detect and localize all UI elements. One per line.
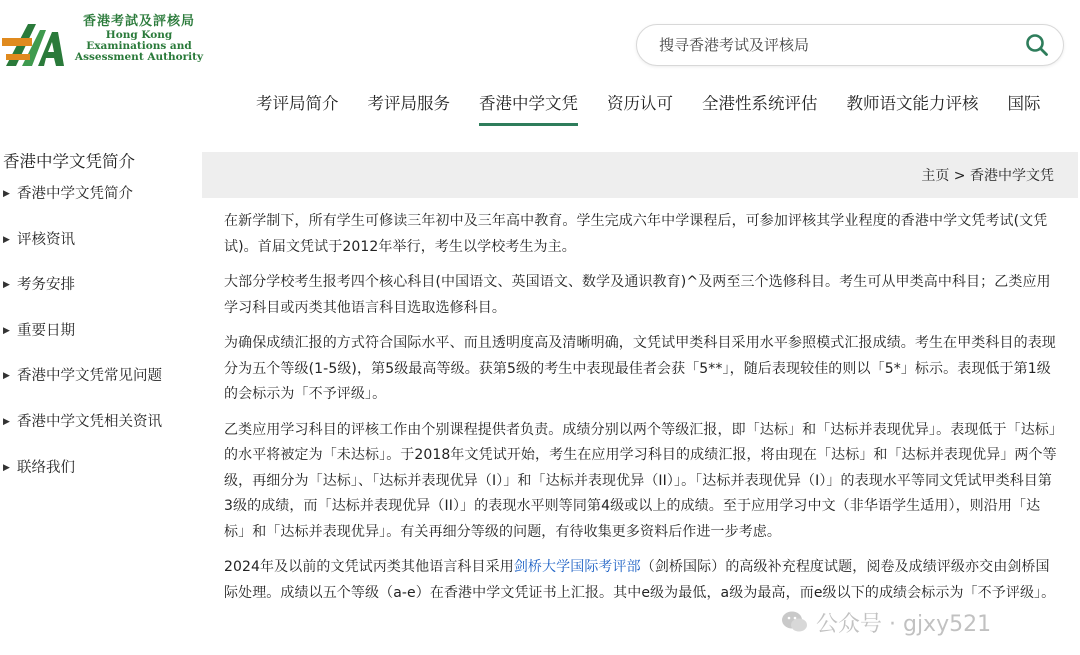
triangle-right-icon: ▶ <box>3 280 10 291</box>
triangle-right-icon: ▶ <box>3 189 10 199</box>
logo-text <box>68 14 210 63</box>
sidebar-item-exam-arrangements[interactable] <box>0 275 196 321</box>
paragraph-5-text-after: （剑桥国际）的高级补充程度试题，阅卷及成绩评级亦交由剑桥国际处理。成绩以五个等级（a-e）在香港中学文凭证书上汇报。其中e级为最低，a级为最高，而e级以下的成绩会标示为「不予评级」。 <box>224 559 1056 601</box>
sidebar-item-contact-us[interactable] <box>0 458 196 504</box>
sidebar-item-related-info[interactable] <box>0 412 196 458</box>
nav-item-about[interactable]: 考评局简介 <box>256 94 339 113</box>
nav-item-international[interactable]: 国际 <box>1007 94 1041 113</box>
sidebar-item-label: 香港中学文凭简介 <box>17 186 133 202</box>
logo-chinese-name: 香港考試及評核局 <box>82 14 195 29</box>
sidebar-item-assessment-info[interactable] <box>0 230 196 276</box>
sidebar-item-label: 香港中学文凭常见问题 <box>17 368 162 385</box>
content-paragraph-4: 乙类应用学习科目的评核工作由个别课程提供者负责。成绩分别以两个等级汇报，即「达标」和「达标并表现优异」。表现低于「达标」的水平将被定为「未达标」。于2018年文凭试开始，考生在应用学习科目的成绩汇报，将由现在「达标」和「达标并表现优异」两个等级，再细分为「达标」、「达标并表现优异（I）」和「达标并表现优异（II）」。「达标并表现优异（I）」的表现水平等同文凭试甲类科目第3级的成绩，而「达标并表现优异（II）」的表现水平则等同第4级或以上的成绩。至于应用学习中文（非华语学生适用），则沿用「达标」和「达标并表现优异」。有关再细分等级的问题，有待收集更多资料后作进一步考虑。 <box>224 421 1057 540</box>
sidebar-item-faq[interactable] <box>0 366 196 412</box>
triangle-right-icon: ▶ <box>3 234 10 245</box>
search-icon[interactable] <box>1025 33 1049 57</box>
search-box <box>636 24 1064 66</box>
sidebar-item-label: 香港中学文凭相关资讯 <box>17 413 162 430</box>
search-input[interactable] <box>659 25 999 65</box>
nav-item-hkdse[interactable]: 香港中学文凭 <box>479 92 578 126</box>
content-paragraph-1: 在新学制下，所有学生可修读三年初中及三年高中教育。学生完成六年中学课程后，可参加评核其学业程度的香港中学文凭考试(文凭试)。首届文凭试于2012年举行，考生以学校考生为主。 <box>224 213 1048 255</box>
paragraph-5-text-before: 2024年及以前的文凭试丙类其他语言科目采用 <box>224 559 514 575</box>
nav-item-tsa[interactable]: 全港性系统评估 <box>702 94 818 113</box>
content-paragraph-5 <box>224 555 1060 606</box>
nav-item-lpat[interactable]: 教师语文能力评核 <box>846 94 979 113</box>
sidebar-item-hkdse-intro[interactable] <box>0 184 196 230</box>
watermark-text: 公众号 · gjxy521 <box>816 611 992 637</box>
triangle-right-icon: ▶ <box>3 462 10 473</box>
content-paragraph-2: 大部分学校考生报考四个核心科目(中国语文、英国语文、数学及通识教育)^及两至三个选修科目。考生可从甲类高中科目；乙类应用学习科目或丙类其他语言科目选取选修科目。 <box>224 274 1051 316</box>
watermark <box>780 602 1080 642</box>
sidebar-item-key-dates[interactable] <box>0 321 196 367</box>
sidebar-item-label: 考务安排 <box>17 277 75 294</box>
sidebar <box>0 150 196 503</box>
sidebar-item-label: 重要日期 <box>17 322 75 339</box>
breadcrumb[interactable]: 主页 > 香港中学文凭 <box>921 168 1054 184</box>
logo-english-line-2: Examinations and <box>86 40 192 52</box>
logo-english-line-3: Assessment Authority <box>74 51 204 63</box>
hkeaa-logo-mark-icon <box>2 18 66 70</box>
logo-english-line-1: Hong Kong <box>105 29 173 41</box>
main-nav <box>256 92 1070 126</box>
triangle-right-icon: ▶ <box>3 371 10 382</box>
hkeaa-logo[interactable] <box>2 14 212 74</box>
triangle-right-icon: ▶ <box>3 325 10 336</box>
main-content <box>224 209 1060 616</box>
breadcrumb-bar <box>202 152 1078 198</box>
content-paragraph-3: 为确保成绩汇报的方式符合国际水平、而且透明度高及清晰明确，文凭试甲类科目采用水平参照模式汇报成绩。考生在甲类科目的表现分为五个等级(1-5级)，第5级最高等级。获第5级的考生中表现最佳者会获「5**」，随后表现较佳的则以「5*」标示。表现低于第1级的会标示为「不予评级」。 <box>224 335 1056 402</box>
triangle-right-icon: ▶ <box>3 416 10 427</box>
sidebar-item-label: 评核资讯 <box>17 231 75 248</box>
nav-item-services[interactable]: 考评局服务 <box>367 94 450 113</box>
wechat-icon <box>780 607 810 637</box>
sidebar-title: 香港中学文凭简介 <box>3 152 135 171</box>
sidebar-item-label: 联络我们 <box>17 459 75 476</box>
nav-item-recognition[interactable]: 资历认可 <box>607 94 673 113</box>
cambridge-international-link[interactable]: 剑桥大学国际考评部 <box>513 559 641 575</box>
